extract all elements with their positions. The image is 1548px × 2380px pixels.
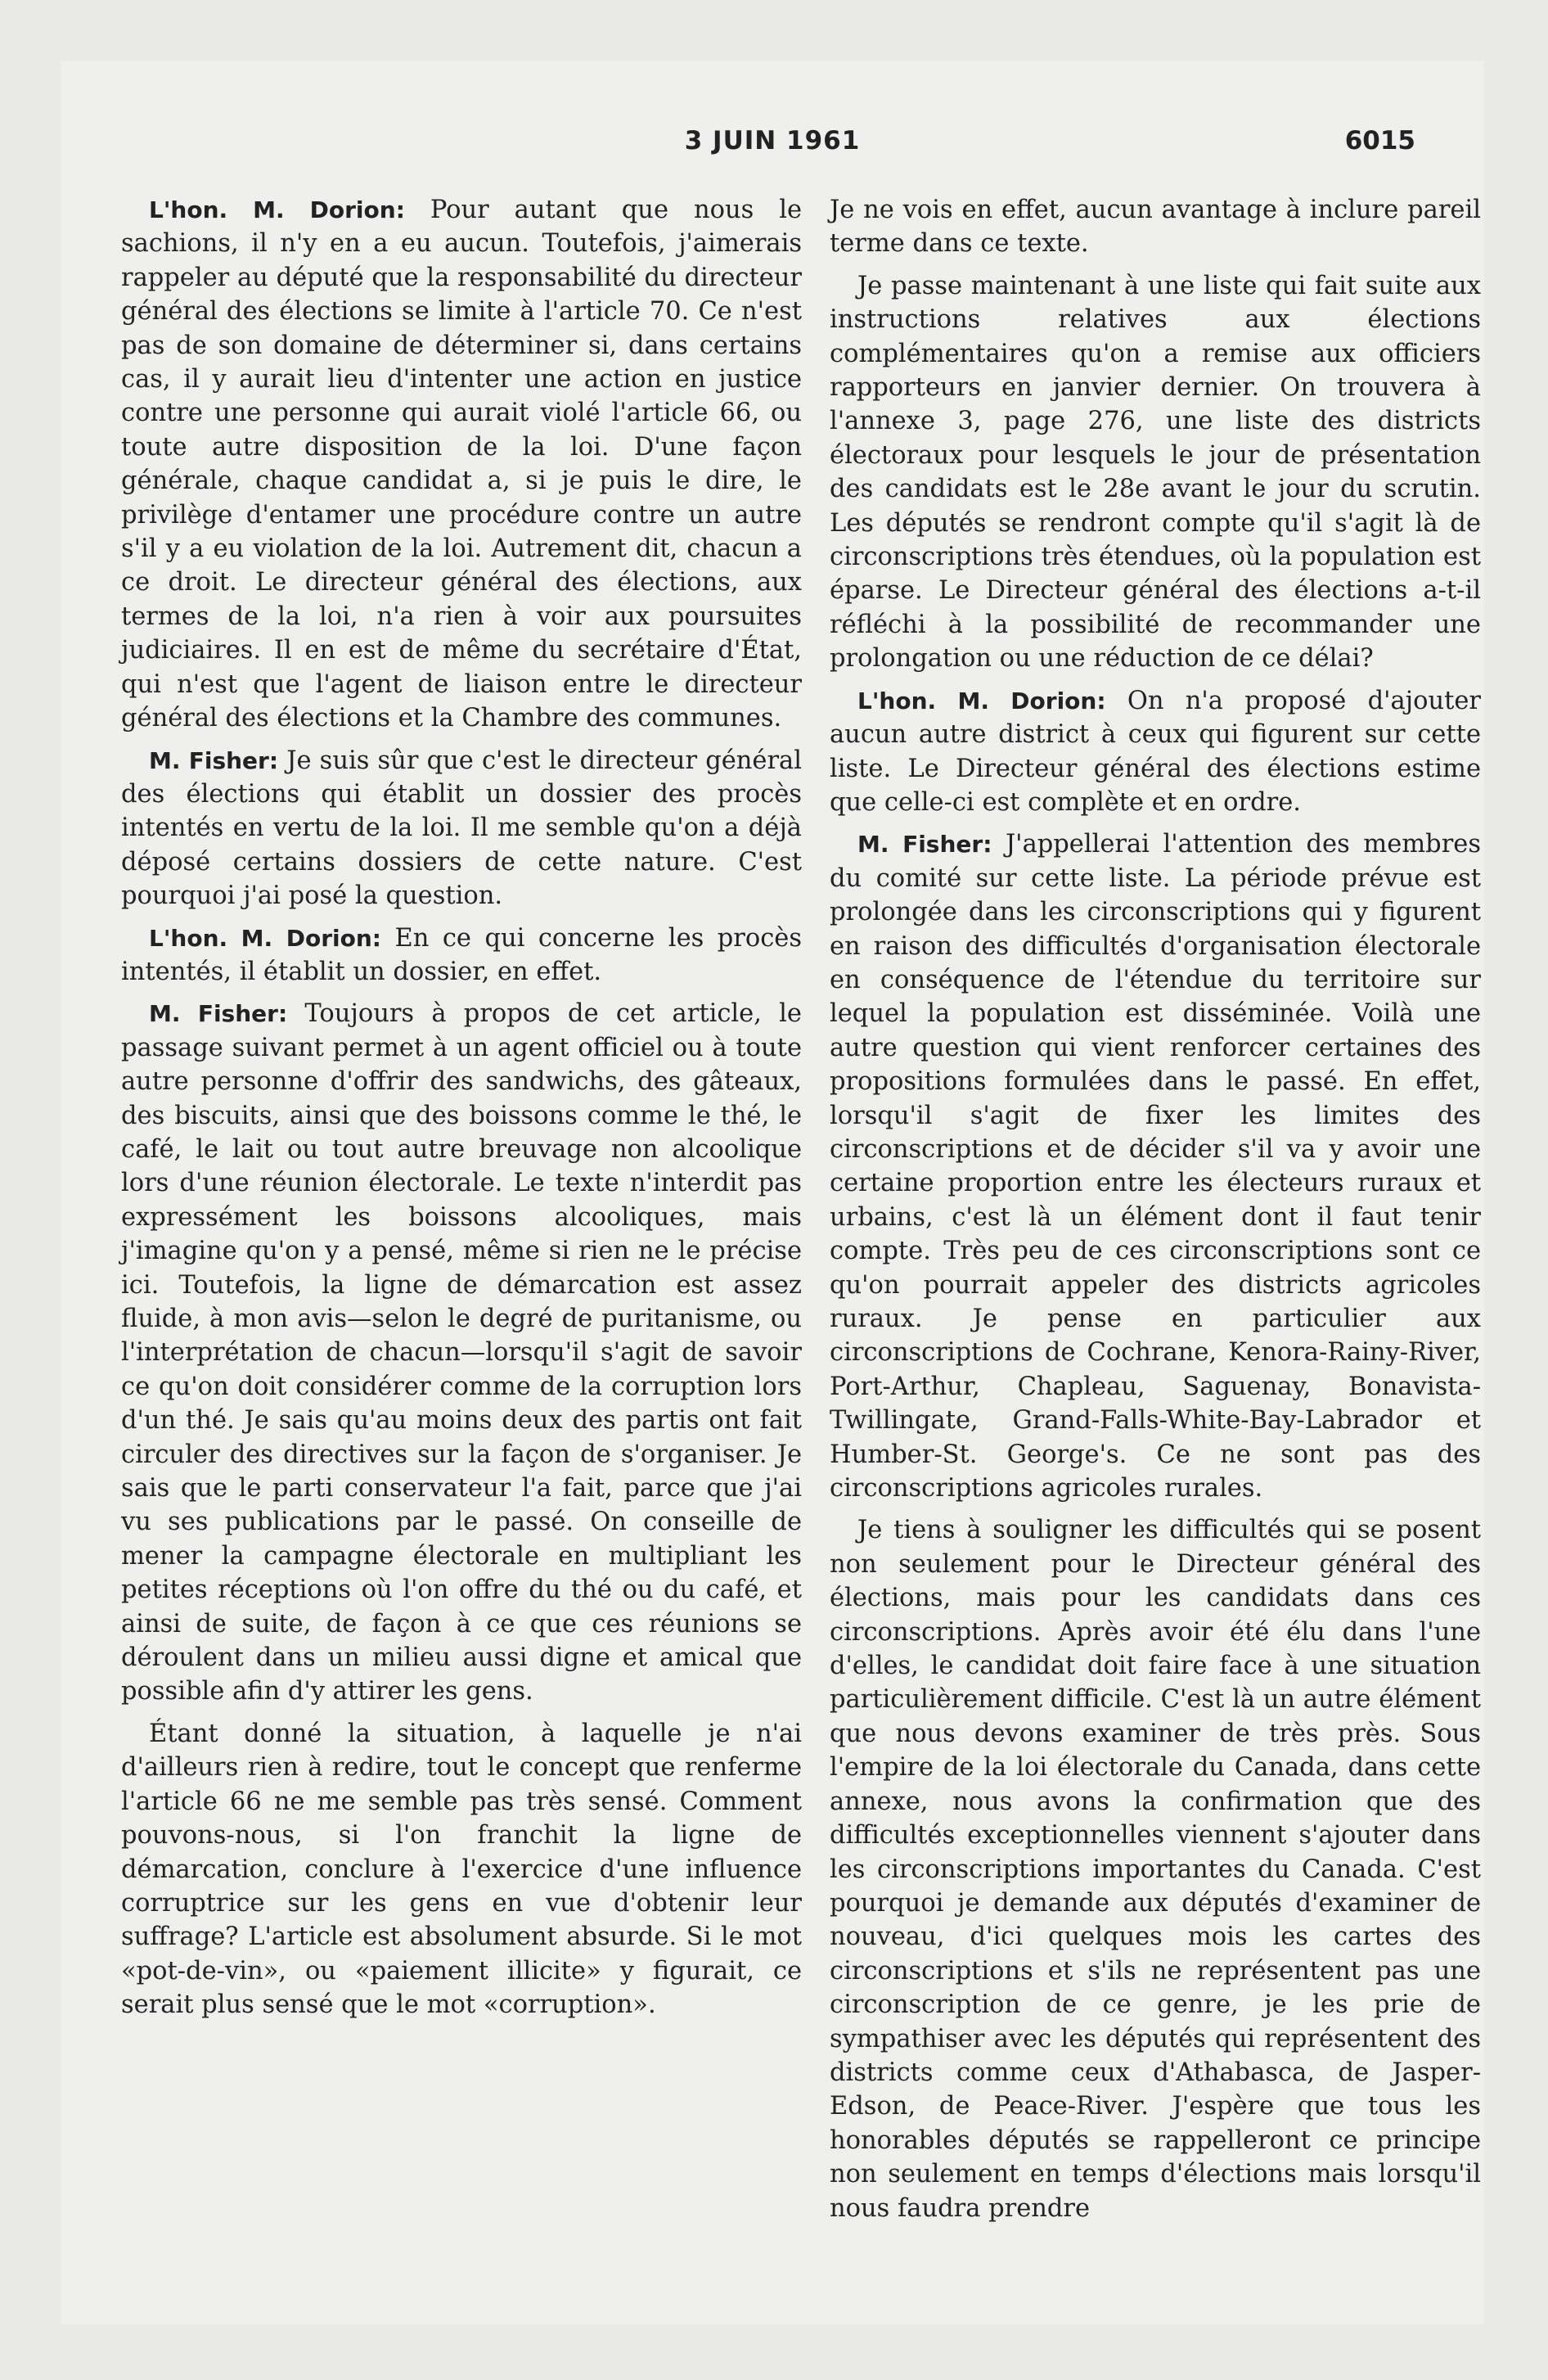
speaker-name: M. Fisher: [149,1000,288,1028]
paragraph-text: Je suis sûr que c'est le directeur général des élections qui établit un dossier des procès intentés en vertu de la loi. Il me semble qu'on a déjà déposé certains dossiers de cette nature. C'est pourquoi j'ai posé la question. [121,746,802,911]
paragraph-text: Étant donné la situation, à laquelle je n'ai d'ailleurs rien à redire, tout le concept que renferme l'article 66 ne me semble pas très sensé. Comment pouvons-nous, si l'on franchit la ligne de démarcation, conclure à l'exercice d'une influence corruptrice sur les gens en vue d'obtenir leur suffrage? L'article est absolument absurde. Si le mot «pot-de-vin», ou «paiement illicite» y figurait, ce serait plus sensé que le mot «corruption». [121,1719,802,2020]
paragraph-text: Toujours à propos de cet article, le passage suivant permet à un agent officiel ou à toute autre personne d'offrir des sandwichs, des gâteaux, des biscuits, ainsi que des boissons comme le thé, le café, le lait ou tout autre breuvage non alcoolique lors d'une réunion électorale. Le texte n'interdit pas expressément les boissons alcooliques, mais j'imagine qu'on y a pensé, même si rien ne le précise ici. Toutefois, la ligne de démarcation est assez fluide, à mon avis—selon le degré de puritanisme, ou l'interprétation de chacun—lorsqu'il s'agit de savoir ce qu'on doit considérer comme de la corruption lors d'un thé. Je sais qu'au moins deux des partis ont fait circuler des directives sur la façon de s'organiser. Je sais que le parti conservateur l'a fait, parce que j'ai vu ses publications par le passé. On conseille de mener la campagne électorale en multipliant les petites réceptions où l'on offre du thé ou du café, et ainsi de suite, de façon à ce que ces réunions se déroulent dans un milieu aussi digne et amical que possible afin d'y attirer les gens. [121,999,802,1706]
paragraph [121,193,802,736]
left-column [121,193,802,2031]
speaker-name: M. Fisher: [857,831,992,859]
paragraph [830,1513,1481,2225]
paragraph [830,827,1481,1505]
paragraph [830,269,1481,676]
speaker-name: L'hon. M. Dorion: [149,924,381,952]
page [61,61,1484,2324]
paragraph-text: Je tiens à souligner les difficultés qui se posent non seulement pour le Directeur général des élections, mais pour les candidats dans ces circonscriptions. Après avoir été élu dans l'une d'elles, le candidat doit faire face à une situation particulièrement difficile. C'est là un autre élément que nous devons examiner de très près. Sous l'empire de la loi électorale du Canada, dans cette annexe, nous avons la confirmation que des difficultés exceptionnelles viennent s'ajouter dans les circonscriptions importantes du Canada. C'est pourquoi je demande aux députés d'examiner de nouveau, d'ici quelques mois les cartes des circonscriptions et s'ils ne représentent pas une circonscription de ce genre, je les prie de sympathiser avec les députés qui représentent des districts comme ceux d'Athabasca, de Jasper-Edson, de Peace-River. J'espère que tous les honorables députés se rappelleront ce principe non seulement en temps d'élections mais lorsqu'il nous faudra prendre [830,1516,1481,2223]
paragraph [121,997,802,1709]
paragraph [830,684,1481,820]
speaker-name: M. Fisher: [149,746,279,774]
paragraph [121,1717,802,2022]
paragraph-text: J'appellerai l'attention des membres du comité sur cette liste. La période prévue est prolongée dans les circonscriptions qui y figurent en raison des difficultés d'organisation électorale en conséquence de l'étendue du territoire sur lequel la population est disséminée. Voilà une autre question qui vient renforcer certaines des propositions formulées dans le passé. En effet, lorsqu'il s'agit de fixer les limites des circonscriptions et de décider s'il va y avoir une certaine proportion entre les électeurs ruraux et urbains, c'est là un élément dont il faut tenir compte. Très peu de ces circonscriptions sont ce qu'on pourrait appeler des districts agricoles ruraux. Je pense en particulier aux circonscriptions de Cochrane, Kenora-Rainy-River, Port-Arthur, Chapleau, Saguenay, Bonavista-Twillingate, Grand-Falls-White-Bay-Labrador et Humber-St. George's. Ce ne sont pas des circonscriptions agricoles rurales. [830,830,1481,1503]
paragraph [830,193,1481,261]
speaker-name: L'hon. M. Dorion: [149,196,405,223]
paragraph [121,744,802,913]
page-number: 6015 [1344,126,1415,156]
page-date: 3 JUIN 1961 [684,126,861,156]
paragraph-text: En ce qui concerne les procès intentés, il établit un dossier, en effet. [121,923,802,986]
paragraph-text: Je passe maintenant à une liste qui fait suite aux instructions relatives aux élections complémentaires qu'on a remise aux officiers rapporteurs en janvier dernier. On trouvera à l'annexe 3, page 276, une liste des districts électoraux pour lesquels le jour de présentation des candidats est le 28e avant le jour du scrutin. Les députés se rendront compte qu'il s'agit là de circonscriptions très étendues, où la population est éparse. Le Directeur général des élections a-t-il réfléchi à la possibilité de recommander une prolongation ou une réduction de ce délai? [830,271,1481,674]
page-header [61,126,1484,167]
paragraph [121,922,802,989]
paragraph-text: On n'a proposé d'ajouter aucun autre district à ceux qui figurent sur cette liste. Le Directeur général des élections estime que celle-ci est complète et en ordre. [830,686,1482,817]
right-column [830,193,1481,2234]
speaker-name: L'hon. M. Dorion: [857,687,1106,714]
paragraph-text: Pour autant que nous le sachions, il n'y en a eu aucun. Toutefois, j'aimerais rappeler au député que la responsabilité du directeur général des élections se limite à l'article 70. Ce n'est pas de son domaine de déterminer si, dans certains cas, il y aurait lieu d'intenter une action en justice contre une personne qui aurait violé l'article 66, ou toute autre disposition de la loi. D'une façon générale, chaque candidat a, si je puis le dire, le privilège d'entamer une procédure contre un autre s'il y a eu violation de la loi. Autrement dit, chacun a ce droit. Le directeur général des élections, aux termes de la loi, n'a rien à voir aux poursuites judiciaires. Il en est de même du secrétaire d'État, qui n'est que l'agent de liaison entre le directeur général des élections et la Chambre des communes. [121,196,802,733]
paragraph-text: Je ne vois en effet, aucun avantage à inclure pareil terme dans ce texte. [830,196,1481,259]
